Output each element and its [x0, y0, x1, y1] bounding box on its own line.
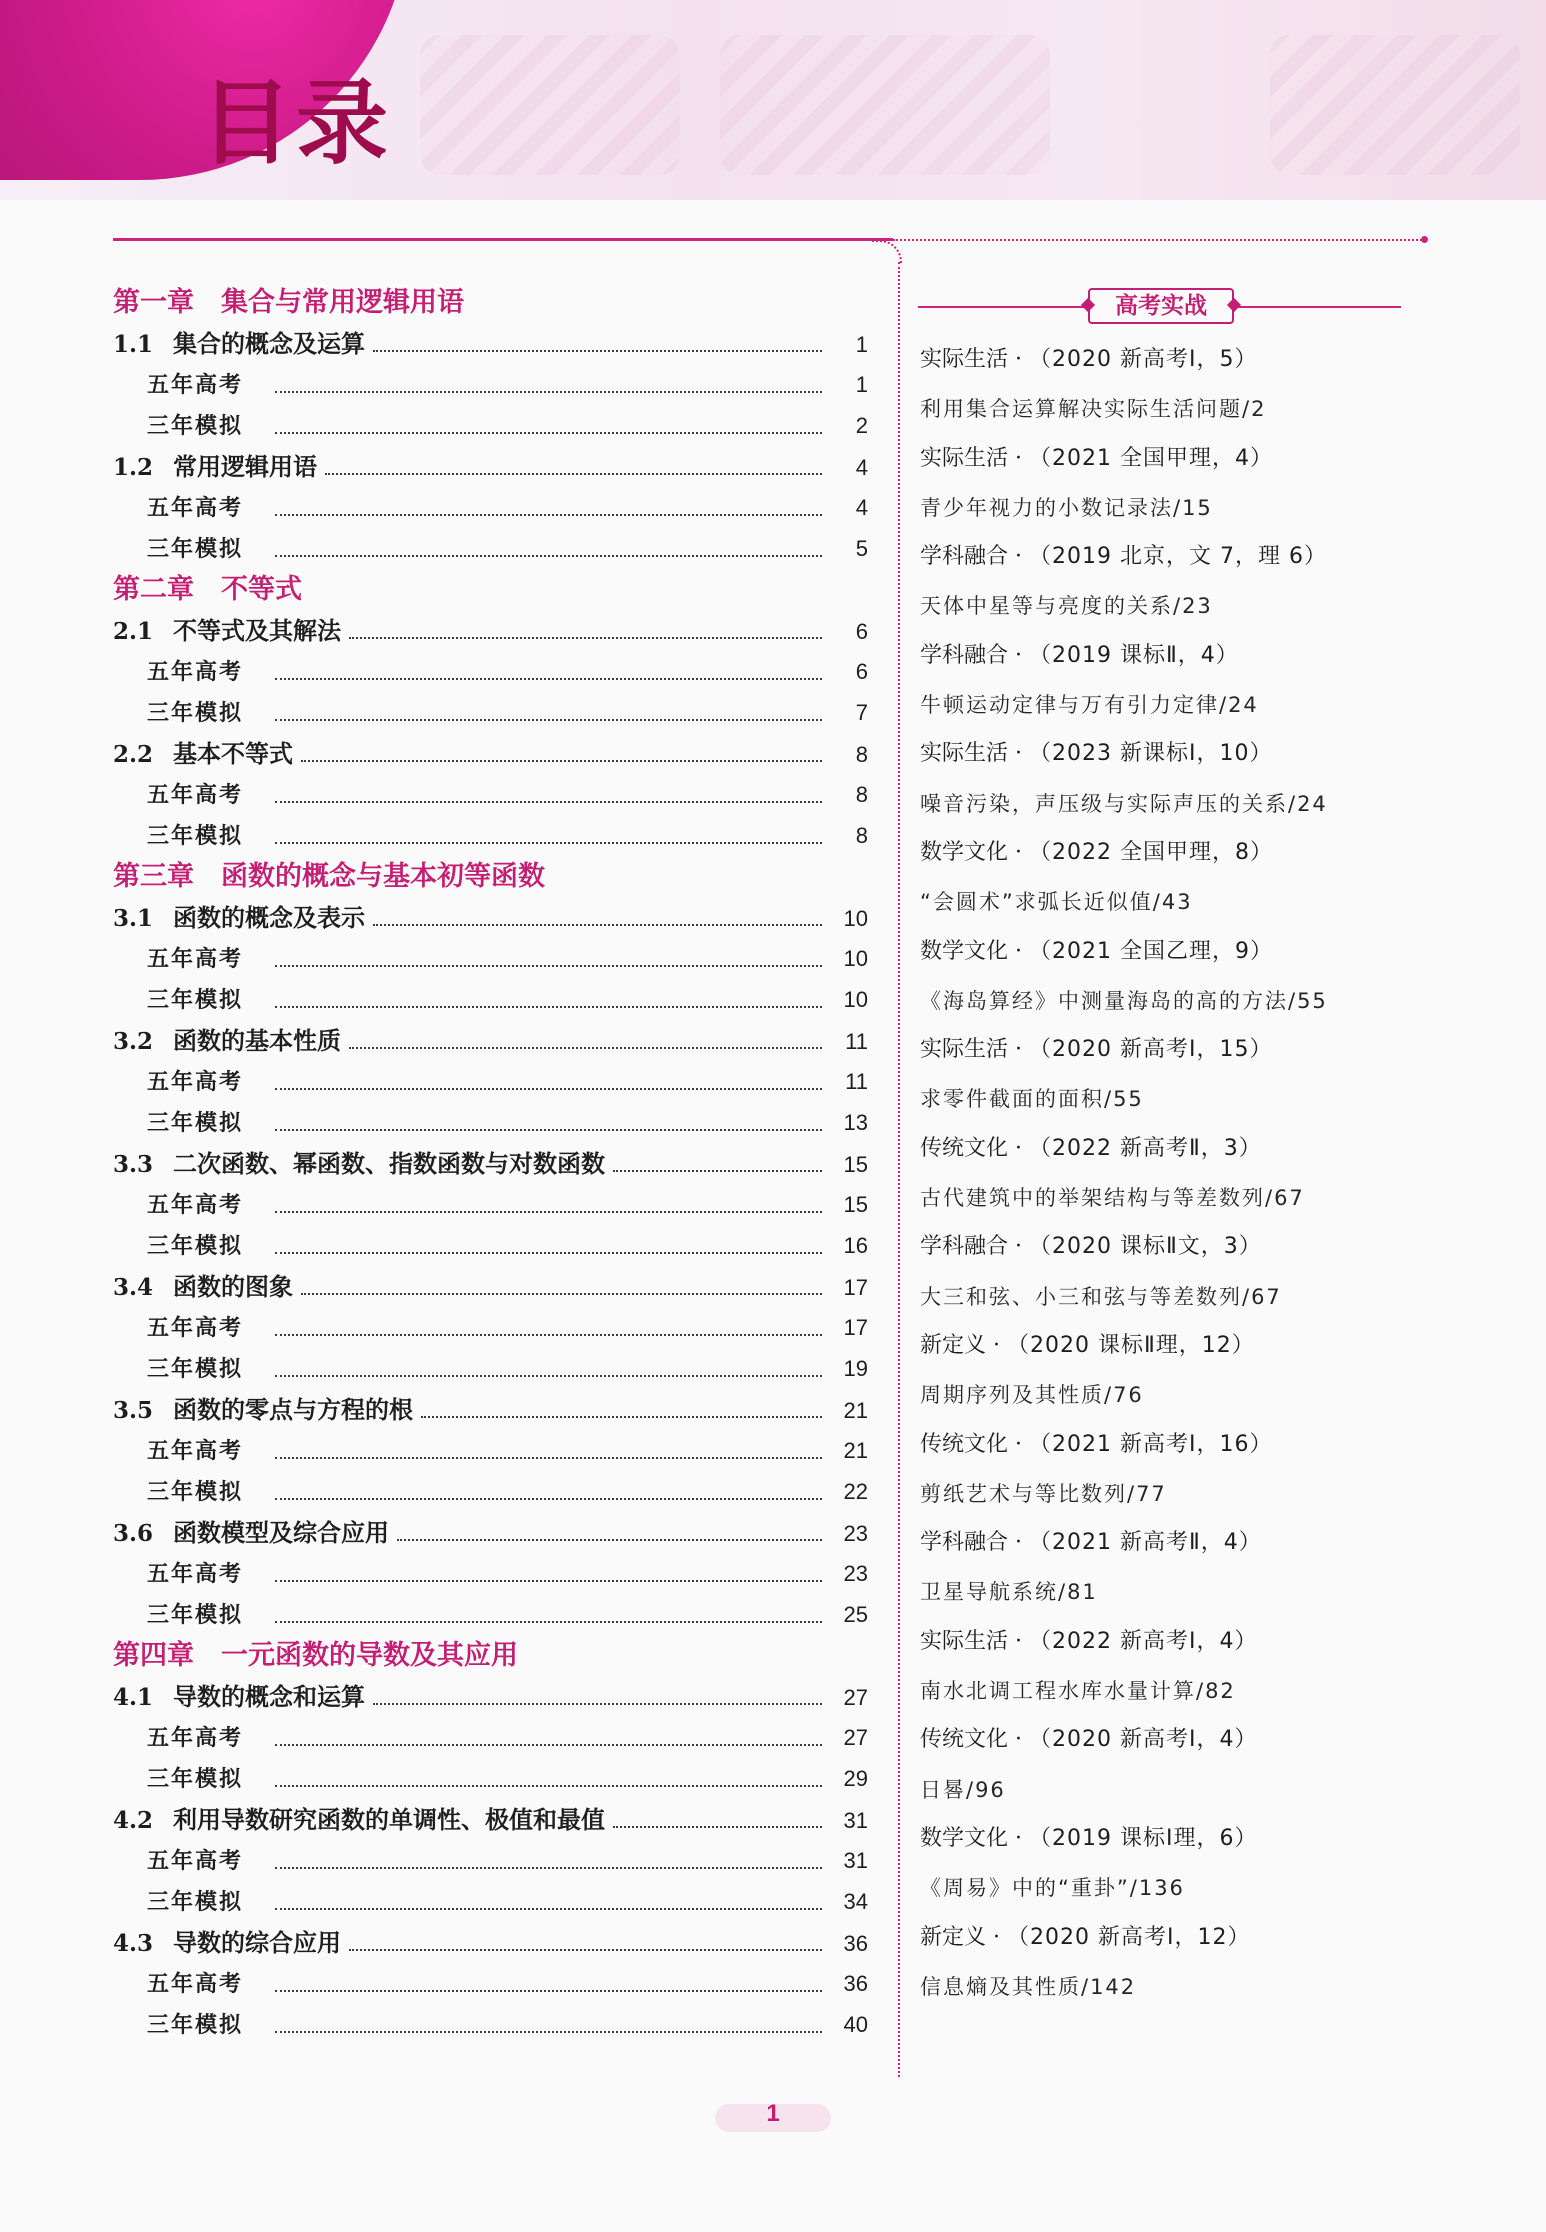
- page-ref: 8: [855, 823, 868, 848]
- page-ref: 17: [843, 1315, 868, 1340]
- toc-section[interactable]: [113, 1266, 868, 1307]
- entry-source: （2019 北京，文 7，理 6）: [1029, 544, 1327, 570]
- panel-entry: [920, 439, 1400, 488]
- panel-entry: [920, 1819, 1400, 1868]
- dot-leader: [275, 1865, 822, 1869]
- chapter-title: 第四章 一元函数的导数及其应用: [113, 1640, 518, 1671]
- panel-description: 古代建筑中的举架结构与等差数列/67: [920, 1186, 1305, 1211]
- subsection-title: 三年模拟: [147, 2013, 244, 2038]
- dot-leader: [349, 1947, 822, 1951]
- page-ref: 25: [843, 1602, 868, 1627]
- entry-source: （2022 全国甲理，8）: [1029, 839, 1273, 865]
- subsection-title: 五年高考: [147, 1849, 244, 1874]
- dot-leader: [275, 717, 822, 721]
- dot-leader: [373, 922, 822, 926]
- page-ref: 31: [843, 1848, 868, 1873]
- subsection-title: 五年高考: [147, 1972, 244, 1997]
- toc-subsection[interactable]: [113, 1225, 868, 1266]
- toc-subsection[interactable]: [113, 487, 868, 528]
- page-ref: 15: [843, 1192, 868, 1217]
- section-number: 3.4: [113, 1274, 154, 1301]
- page-ref: 23: [843, 1561, 868, 1586]
- entry-category: 传统文化: [920, 1135, 1009, 1161]
- page-ref: 6: [855, 619, 868, 644]
- entry-category: 学科融合: [920, 642, 1009, 668]
- rule-end-dot: [1421, 236, 1428, 243]
- panel-description: 求零件截面的面积/55: [920, 1087, 1144, 1112]
- page-ref: 34: [843, 1889, 868, 1914]
- subsection-title: 三年模拟: [147, 1234, 244, 1259]
- dot-leader: [275, 799, 822, 803]
- dot-leader: [275, 1332, 822, 1336]
- page-ref: 19: [843, 1356, 868, 1381]
- toc-subsection[interactable]: [113, 1553, 868, 1594]
- toc-subsection[interactable]: [113, 1471, 868, 1512]
- entry-source: （2023 新课标Ⅰ，10）: [1029, 741, 1273, 767]
- entry-source: （2021 全国乙理，9）: [1029, 938, 1273, 964]
- entry-source: （2019 课标Ⅰ理，6）: [1029, 1825, 1258, 1851]
- toc-section[interactable]: [113, 1676, 868, 1717]
- dot-leader: [275, 1250, 822, 1254]
- dot-leader: [275, 1455, 822, 1459]
- subsection-title: 三年模拟: [147, 1480, 244, 1505]
- dot-leader: [349, 1045, 822, 1049]
- panel-entry: [920, 340, 1400, 389]
- dot-leader: [275, 430, 822, 434]
- entry-category: 数学文化: [920, 938, 1009, 964]
- section-title: 集合的概念及运算: [173, 329, 365, 358]
- toc-section[interactable]: [113, 1512, 868, 1553]
- page-ref: 40: [843, 2012, 868, 2037]
- dot-leader: [373, 348, 822, 352]
- section-title: 利用导数研究函数的单调性、极值和最值: [173, 1805, 605, 1834]
- subsection-title: 五年高考: [147, 1439, 244, 1464]
- page-ref: 2: [855, 413, 868, 438]
- dot-leader: [275, 1004, 822, 1008]
- dot-leader: [275, 2029, 822, 2033]
- dot-leader: [275, 676, 822, 680]
- separator-dot: ·: [1008, 1727, 1029, 1753]
- toc-subsection[interactable]: [113, 1963, 868, 2004]
- subsection-title: 五年高考: [147, 1193, 244, 1218]
- subsection-title: 五年高考: [147, 947, 244, 972]
- dot-leader: [275, 1906, 822, 1910]
- dot-leader: [275, 840, 822, 844]
- entry-source: （2022 新高考Ⅱ，3）: [1029, 1135, 1262, 1161]
- panel-description: 牛顿运动定律与万有引力定律/24: [920, 693, 1259, 718]
- entry-category: 实际生活: [920, 445, 1009, 471]
- toc-subsection[interactable]: [113, 1840, 868, 1881]
- dot-leader: [275, 1783, 822, 1787]
- entry-category: 新定义: [920, 1924, 987, 1950]
- divider-corner: [872, 240, 902, 264]
- subsection-title: 五年高考: [147, 373, 244, 398]
- section-title: 函数的图象: [173, 1272, 293, 1301]
- entry-source: （2021 新高考Ⅱ，4）: [1029, 1530, 1262, 1556]
- chapter-title: 第二章 不等式: [113, 574, 302, 605]
- section-number: 3.5: [113, 1397, 154, 1424]
- panel-entry: [920, 833, 1400, 882]
- page-ref: 23: [843, 1521, 868, 1546]
- separator-dot: ·: [1008, 741, 1029, 767]
- subsection-title: 三年模拟: [147, 1603, 244, 1628]
- separator-dot: ·: [1008, 544, 1029, 570]
- toc-section[interactable]: [113, 1143, 868, 1184]
- separator-dot: ·: [1008, 1530, 1029, 1556]
- subsection-title: 五年高考: [147, 1070, 244, 1095]
- panel-entry: [920, 932, 1400, 981]
- entry-source: （2021 新高考Ⅰ，16）: [1029, 1431, 1273, 1457]
- toc-subsection[interactable]: [113, 774, 868, 815]
- subsection-title: 三年模拟: [147, 1111, 244, 1136]
- panel-entry: [920, 537, 1400, 586]
- separator-dot: ·: [1008, 1037, 1029, 1063]
- panel-entry: [920, 1326, 1400, 1375]
- toc-subsection[interactable]: [113, 1881, 868, 1922]
- section-number: 2.1: [113, 618, 154, 645]
- panel-description: 《海岛算经》中测量海岛的高的方法/55: [920, 988, 1328, 1013]
- entry-source: （2020 课标Ⅱ理，12）: [1007, 1332, 1255, 1358]
- subsection-title: 五年高考: [147, 1726, 244, 1751]
- entry-category: 实际生活: [920, 347, 1009, 372]
- dot-leader: [275, 1086, 822, 1090]
- toc-subsection[interactable]: [113, 405, 868, 446]
- panel-description: 信息熵及其性质/142: [920, 1974, 1137, 1999]
- toc-section[interactable]: [113, 610, 868, 651]
- entry-category: 学科融合: [920, 1234, 1009, 1260]
- entry-category: 数学文化: [920, 1825, 1009, 1851]
- panel-description: 利用集合运算解决实际生活问题/2: [920, 397, 1267, 422]
- section-title: 导数的概念和运算: [173, 1682, 365, 1711]
- panel-list: [920, 340, 1400, 2016]
- toc-subsection[interactable]: [113, 2004, 868, 2045]
- separator-dot: ·: [1008, 1628, 1029, 1654]
- separator-dot: ·: [1008, 1135, 1029, 1161]
- dot-leader: [275, 1127, 822, 1131]
- dot-leader: [275, 1578, 822, 1582]
- separator-dot: ·: [986, 1924, 1007, 1950]
- section-title: 函数的基本性质: [173, 1026, 341, 1055]
- section-number: 1.1: [113, 331, 154, 358]
- entry-category: 传统文化: [920, 1727, 1009, 1753]
- dot-leader: [613, 1168, 822, 1172]
- panel-entry: [920, 1523, 1400, 1572]
- dot-leader: [325, 471, 822, 475]
- header-watermark: [720, 35, 1050, 175]
- page-ref: 15: [843, 1152, 868, 1177]
- entry-source: （2020 新高考Ⅰ，4）: [1029, 1727, 1258, 1753]
- page-ref: 10: [843, 946, 868, 971]
- subsection-title: 五年高考: [147, 783, 244, 808]
- entry-source: （2021 全国甲理，4）: [1029, 445, 1273, 471]
- panel-description: 大三和弦、小三和弦与等差数列/67: [920, 1284, 1282, 1309]
- toc-section[interactable]: [113, 1922, 868, 1963]
- toc-chapter[interactable]: [113, 569, 868, 610]
- page-ref: 7: [855, 700, 868, 725]
- entry-source: （2020 新高考Ⅰ，5）: [1029, 347, 1258, 372]
- dot-leader: [275, 963, 822, 967]
- separator-dot: ·: [1008, 839, 1029, 865]
- panel-entry: [920, 1425, 1400, 1474]
- page-ref: 1: [855, 372, 868, 397]
- panel-description: 周期序列及其性质/76: [920, 1383, 1144, 1408]
- entry-source: （2020 新高考Ⅰ，15）: [1029, 1037, 1273, 1063]
- subsection-title: 三年模拟: [147, 701, 244, 726]
- subsection-title: 三年模拟: [147, 1357, 244, 1382]
- header-watermark: [420, 35, 680, 175]
- section-number: 3.1: [113, 905, 154, 932]
- subsection-title: 五年高考: [147, 1562, 244, 1587]
- page-ref: 27: [843, 1725, 868, 1750]
- dot-leader: [421, 1414, 822, 1418]
- panel-description: 青少年视力的小数记录法/15: [920, 495, 1213, 520]
- toc-section[interactable]: [113, 1389, 868, 1430]
- panel-entry: [920, 734, 1400, 783]
- table-of-contents: [113, 282, 868, 2045]
- entry-category: 传统文化: [920, 1431, 1009, 1457]
- toc-chapter[interactable]: [113, 282, 868, 323]
- dot-leader: [373, 1701, 822, 1705]
- entry-category: 数学文化: [920, 839, 1009, 865]
- toc-chapter[interactable]: [113, 1635, 868, 1676]
- panel-description: 噪音污染，声压级与实际声压的关系/24: [920, 791, 1328, 816]
- entry-category: 学科融合: [920, 1530, 1009, 1556]
- page-ref: 10: [843, 987, 868, 1012]
- separator-dot: ·: [1008, 642, 1029, 668]
- page-ref: 22: [843, 1479, 868, 1504]
- entry-category: 实际生活: [920, 1037, 1009, 1063]
- page-ref: 21: [843, 1398, 868, 1423]
- section-number: 4.3: [113, 1930, 154, 1957]
- toc-subsection[interactable]: [113, 1594, 868, 1635]
- panel-description: 《周易》中的“重卦”/136: [920, 1876, 1185, 1901]
- header-watermark: [1270, 35, 1520, 175]
- subsection-title: 三年模拟: [147, 824, 244, 849]
- toc-subsection[interactable]: [113, 1102, 868, 1143]
- section-title: 不等式及其解法: [173, 616, 341, 645]
- separator-dot: ·: [1008, 1234, 1029, 1260]
- page-ref: 1: [855, 332, 868, 357]
- page-ref: 5: [855, 536, 868, 561]
- entry-source: （2020 新高考Ⅰ，12）: [1007, 1924, 1251, 1950]
- page-ref: 29: [843, 1766, 868, 1791]
- toc-subsection[interactable]: [113, 1430, 868, 1471]
- entry-source: （2022 新高考Ⅰ，4）: [1029, 1628, 1258, 1654]
- separator-dot: ·: [1008, 347, 1029, 372]
- page-ref: 11: [845, 1069, 868, 1094]
- toc-subsection[interactable]: [113, 1061, 868, 1102]
- page-ref: 8: [855, 742, 868, 767]
- dot-leader: [275, 389, 822, 393]
- section-number: 1.2: [113, 454, 154, 481]
- toc-subsection[interactable]: [113, 1758, 868, 1799]
- dot-leader: [275, 512, 822, 516]
- section-number: 2.2: [113, 741, 154, 768]
- section-number: 4.1: [113, 1684, 154, 1711]
- section-title: 基本不等式: [173, 739, 293, 768]
- column-divider: [898, 262, 900, 2077]
- separator-dot: ·: [1008, 445, 1029, 471]
- dot-leader: [349, 635, 822, 639]
- section-title: 导数的综合应用: [173, 1928, 341, 1957]
- toc-subsection[interactable]: [113, 651, 868, 692]
- dot-leader: [275, 1619, 822, 1623]
- entry-category: 学科融合: [920, 544, 1009, 570]
- panel-entry: [920, 1720, 1400, 1769]
- subsection-title: 三年模拟: [147, 1890, 244, 1915]
- toc-section[interactable]: [113, 1020, 868, 1061]
- page-title: 目录: [200, 70, 393, 177]
- page-ref: 27: [843, 1685, 868, 1710]
- panel-title: 高考实战: [1088, 288, 1234, 324]
- dot-leader: [301, 758, 822, 762]
- subsection-title: 三年模拟: [147, 537, 244, 562]
- separator-dot: ·: [1008, 938, 1029, 964]
- toc-subsection[interactable]: [113, 1717, 868, 1758]
- toc-subsection[interactable]: [113, 979, 868, 1020]
- top-dotted-rule: [893, 239, 1425, 241]
- toc-chapter[interactable]: [113, 856, 868, 897]
- dot-leader: [275, 1496, 822, 1500]
- entry-source: （2020 课标Ⅱ文，3）: [1029, 1234, 1262, 1260]
- panel-description: 天体中星等与亮度的关系/23: [920, 594, 1213, 619]
- page-ref: 16: [843, 1233, 868, 1258]
- page-number: 1: [766, 2100, 780, 2127]
- panel-entry: [920, 1129, 1400, 1178]
- separator-dot: ·: [1008, 1431, 1029, 1457]
- page-ref: 21: [843, 1438, 868, 1463]
- toc-subsection[interactable]: [113, 938, 868, 979]
- panel-entry: [920, 1918, 1400, 1967]
- section-number: 3.3: [113, 1151, 154, 1178]
- toc-subsection[interactable]: [113, 1307, 868, 1348]
- toc-section[interactable]: [113, 323, 868, 364]
- toc-subsection[interactable]: [113, 815, 868, 856]
- panel-description: 南水北调工程水库水量计算/82: [920, 1679, 1236, 1704]
- dot-leader: [613, 1824, 822, 1828]
- entry-category: 实际生活: [920, 741, 1009, 767]
- section-title: 二次函数、幂函数、指数函数与对数函数: [173, 1149, 605, 1178]
- toc-section[interactable]: [113, 733, 868, 774]
- panel-description: 日晷/96: [920, 1777, 1006, 1802]
- section-number: 4.2: [113, 1807, 154, 1834]
- section-title: 函数的概念及表示: [173, 903, 365, 932]
- dot-leader: [275, 1742, 822, 1746]
- subsection-title: 五年高考: [147, 496, 244, 521]
- panel-entry: [920, 1030, 1400, 1079]
- dot-leader: [301, 1291, 822, 1295]
- dot-leader: [275, 553, 822, 557]
- chapter-title: 第一章 集合与常用逻辑用语: [113, 287, 464, 318]
- page-ref: 10: [843, 906, 868, 931]
- page-ref: 8: [855, 782, 868, 807]
- top-rule: [113, 238, 893, 241]
- toc-subsection[interactable]: [113, 528, 868, 569]
- subsection-title: 三年模拟: [147, 414, 244, 439]
- entry-source: （2019 课标Ⅱ，4）: [1029, 642, 1239, 668]
- separator-dot: ·: [1008, 1825, 1029, 1851]
- page-ref: 36: [843, 1971, 868, 1996]
- dot-leader: [275, 1209, 822, 1213]
- toc-subsection[interactable]: [113, 364, 868, 405]
- page-ref: 11: [845, 1029, 868, 1054]
- dot-leader: [275, 1373, 822, 1377]
- subsection-title: 五年高考: [147, 1316, 244, 1341]
- subsection-title: 五年高考: [147, 660, 244, 685]
- panel-description: 卫星导航系统/81: [920, 1580, 1098, 1605]
- page-ref: 4: [855, 495, 868, 520]
- page-ref: 13: [843, 1110, 868, 1135]
- entry-category: 实际生活: [920, 1628, 1009, 1654]
- panel-entry: [920, 636, 1400, 685]
- page-ref: 36: [843, 1931, 868, 1956]
- dot-leader: [275, 1988, 822, 1992]
- toc-subsection[interactable]: [113, 692, 868, 733]
- toc-subsection[interactable]: [113, 1184, 868, 1225]
- page-ref: 6: [855, 659, 868, 684]
- entry-category: 新定义: [920, 1332, 987, 1358]
- chapter-title: 第三章 函数的概念与基本初等函数: [113, 861, 545, 892]
- section-title: 函数的零点与方程的根: [173, 1395, 413, 1424]
- toc-section[interactable]: [113, 1799, 868, 1840]
- page-ref: 4: [855, 455, 868, 480]
- panel-description: “会圆术”求弧长近似值/43: [920, 890, 1193, 915]
- section-number: 3.6: [113, 1520, 154, 1547]
- toc-subsection[interactable]: [113, 1348, 868, 1389]
- separator-dot: ·: [986, 1332, 1007, 1358]
- panel-entry: [920, 1622, 1400, 1671]
- panel-entry: [920, 1227, 1400, 1276]
- section-title: 常用逻辑用语: [173, 452, 317, 481]
- dot-leader: [397, 1537, 822, 1541]
- section-title: 函数模型及综合应用: [173, 1518, 389, 1547]
- toc-section[interactable]: [113, 897, 868, 938]
- subsection-title: 三年模拟: [147, 1767, 244, 1792]
- toc-section[interactable]: [113, 446, 868, 487]
- panel-description: 剪纸艺术与等比数列/77: [920, 1481, 1167, 1506]
- subsection-title: 三年模拟: [147, 988, 244, 1013]
- section-number: 3.2: [113, 1028, 154, 1055]
- page-ref: 31: [843, 1808, 868, 1833]
- page-ref: 17: [843, 1275, 868, 1300]
